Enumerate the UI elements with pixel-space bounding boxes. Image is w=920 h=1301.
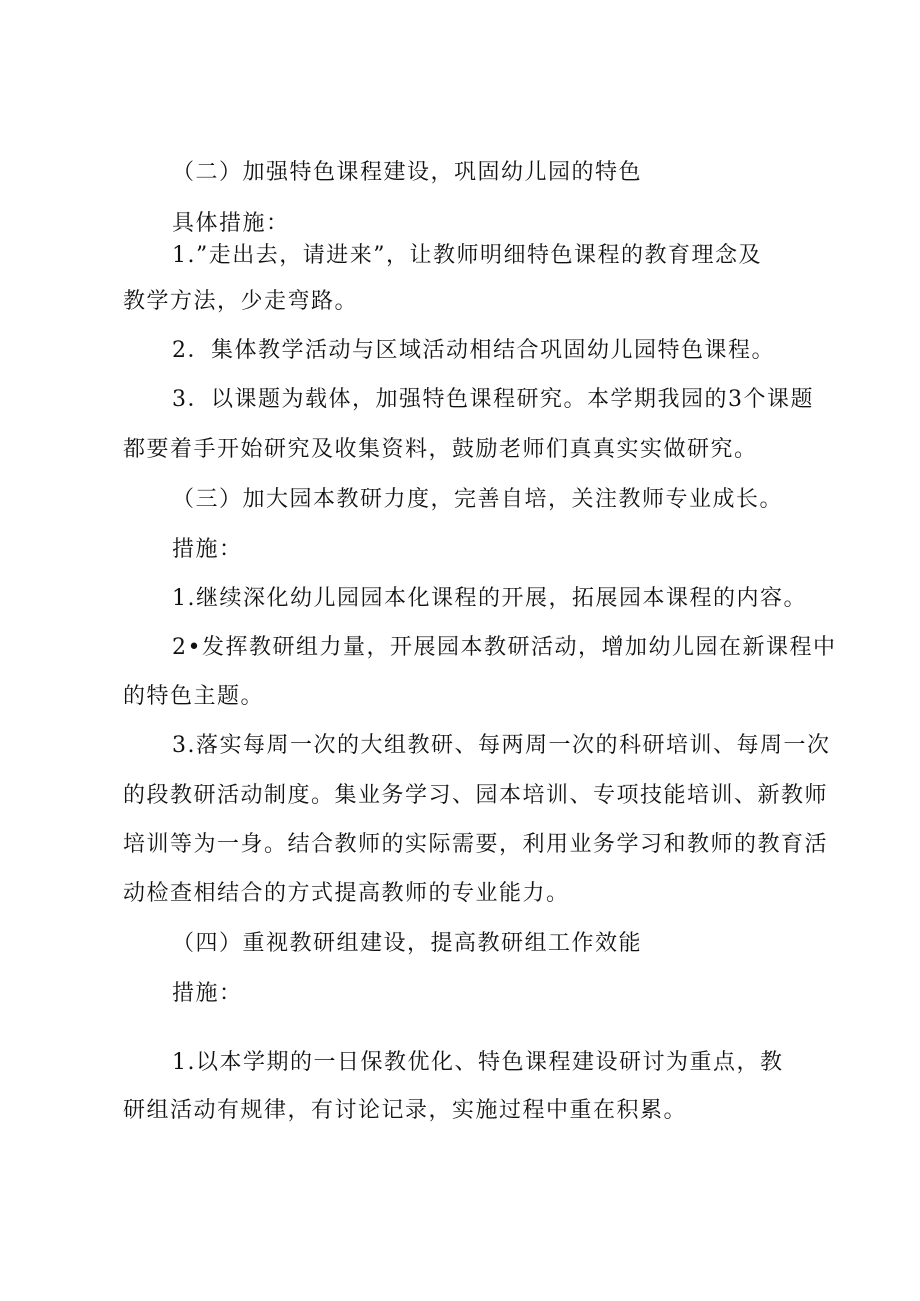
paragraph-line: 3．以课题为载体，加强特色课程研究。本学期我园的3个课题	[172, 387, 814, 412]
paragraph-line: 1.”走出去，请进来”，让教师明细特色课程的教育理念及	[172, 243, 762, 268]
section-heading-3: （三）加大园本教研力度，完善自培，关注教师专业成长。	[172, 487, 784, 512]
paragraph-line: 1.继续深化幼儿园园本化课程的开展，拓展园本课程的内容。	[172, 586, 807, 611]
paragraph-line: 的特色主题。	[123, 684, 265, 709]
paragraph-line: 培训等为一身。结合教师的实际需要，利用业务学习和教师的教育活	[123, 832, 829, 857]
paragraph-line: 研组活动有规律，有讨论记录，实施过程中重在积累。	[123, 1098, 688, 1123]
measures-label: 措施：	[172, 537, 243, 562]
paragraph-line: 3.落实每周一次的大组教研、每两周一次的科研培训、每周一次	[172, 733, 831, 758]
paragraph-line: 教学方法，少走弯路。	[123, 289, 359, 314]
paragraph-line: 1.以本学期的一日保教优化、特色课程建设研讨为重点，教	[172, 1050, 784, 1075]
paragraph-line: 2•发挥教研组力量，开展园本教研活动，增加幼儿园在新课程中	[172, 635, 837, 660]
section-heading-2: （二）加强特色课程建设，巩固幼儿园的特色	[172, 160, 643, 185]
paragraph-line: 2．集体教学活动与区域活动相结合巩固幼儿园特色课程。	[172, 338, 775, 363]
measures-label: 具体措施：	[172, 211, 290, 236]
paragraph-line: 都要着手开始研究及收集资料，鼓励老师们真真实实做研究。	[123, 437, 758, 462]
paragraph-line: 的段教研活动制度。集业务学习、园本培训、专项技能培训、新教师	[123, 783, 829, 808]
paragraph-line: 动检查相结合的方式提高教师的专业能力。	[123, 881, 570, 906]
section-heading-4: （四）重视教研组建设，提高教研组工作效能	[172, 931, 643, 956]
measures-label: 措施：	[172, 981, 243, 1006]
